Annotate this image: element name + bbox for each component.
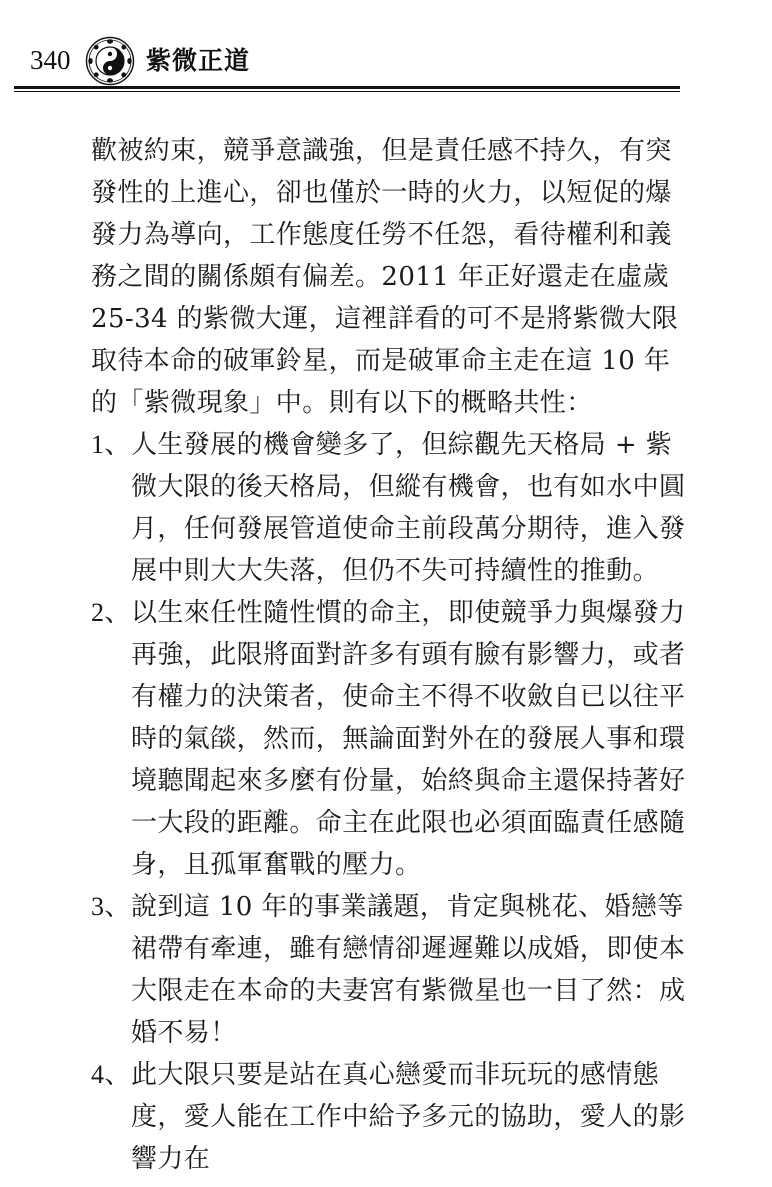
header-rule bbox=[14, 86, 680, 89]
list-item-text: 說到這 10 年的事業議題，肯定與桃花、婚戀等裙帶有牽連，雖有戀情卻遲遲難以成婚，即使本大限走在本命的夫妻宮有紫微星也一目了然：成婚不易！ bbox=[131, 892, 686, 1048]
list-item-text: 以生來任性隨性慣的命主，即使競爭力與爆發力再強，此限將面對許多有頭有臉有影響力，或者有權力的決策者，使命主不得不收斂自已以往平時的氣燄，然而，無論面對外在的發展人事和環境聽聞起來多麼有份量，始終與命主還保持著好一大段的距離。命主在此限也必須面臨責任感隨身，且孤軍奮戰的壓力。 bbox=[131, 598, 686, 880]
list-item-text: 人生發展的機會變多了，但綜觀先天格局 + 紫微大限的後天格局，但縱有機會，也有如水中圓月，任何發展管道使命主前段萬分期待，進入發展中則大大失落，但仍不失可持續性的推動。 bbox=[131, 430, 686, 586]
list-number: 4、 bbox=[91, 1060, 131, 1089]
page-number: 340 bbox=[30, 45, 71, 75]
list-number: 1、 bbox=[91, 430, 131, 459]
list-number: 3、 bbox=[91, 892, 131, 921]
list-item-4 bbox=[91, 1054, 691, 1180]
yin-yang-logo-icon bbox=[85, 36, 135, 86]
page-body bbox=[91, 130, 691, 1180]
book-title: 紫微正道 bbox=[146, 46, 251, 75]
numbered-list bbox=[91, 424, 691, 1180]
list-number: 2、 bbox=[91, 598, 131, 627]
header-rule-thin bbox=[14, 91, 680, 92]
list-item-3 bbox=[91, 886, 691, 1054]
list-item-2 bbox=[91, 592, 691, 886]
list-item-text: 此大限只要是站在真心戀愛而非玩玩的感情態度，愛人能在工作中給予多元的協助，愛人的影響力在 bbox=[131, 1060, 686, 1174]
page-header bbox=[0, 0, 772, 100]
intro-paragraph: 歡被約束，競爭意識強，但是責任感不持久，有突發性的上進心，卻也僅於一時的火力，以短促的爆發力為導向，工作態度任勞不任怨，看待權利和義務之間的關係頗有偏差。2011 年正好還走在虛歲 25-34 的紫微大運，這裡詳看的可不是將紫微大限取待本命的破軍鈴星，而是破軍命主走在這 10 年的「紫微現象」中。則有以下的概略共性： bbox=[91, 136, 679, 418]
list-item-1 bbox=[91, 424, 691, 592]
